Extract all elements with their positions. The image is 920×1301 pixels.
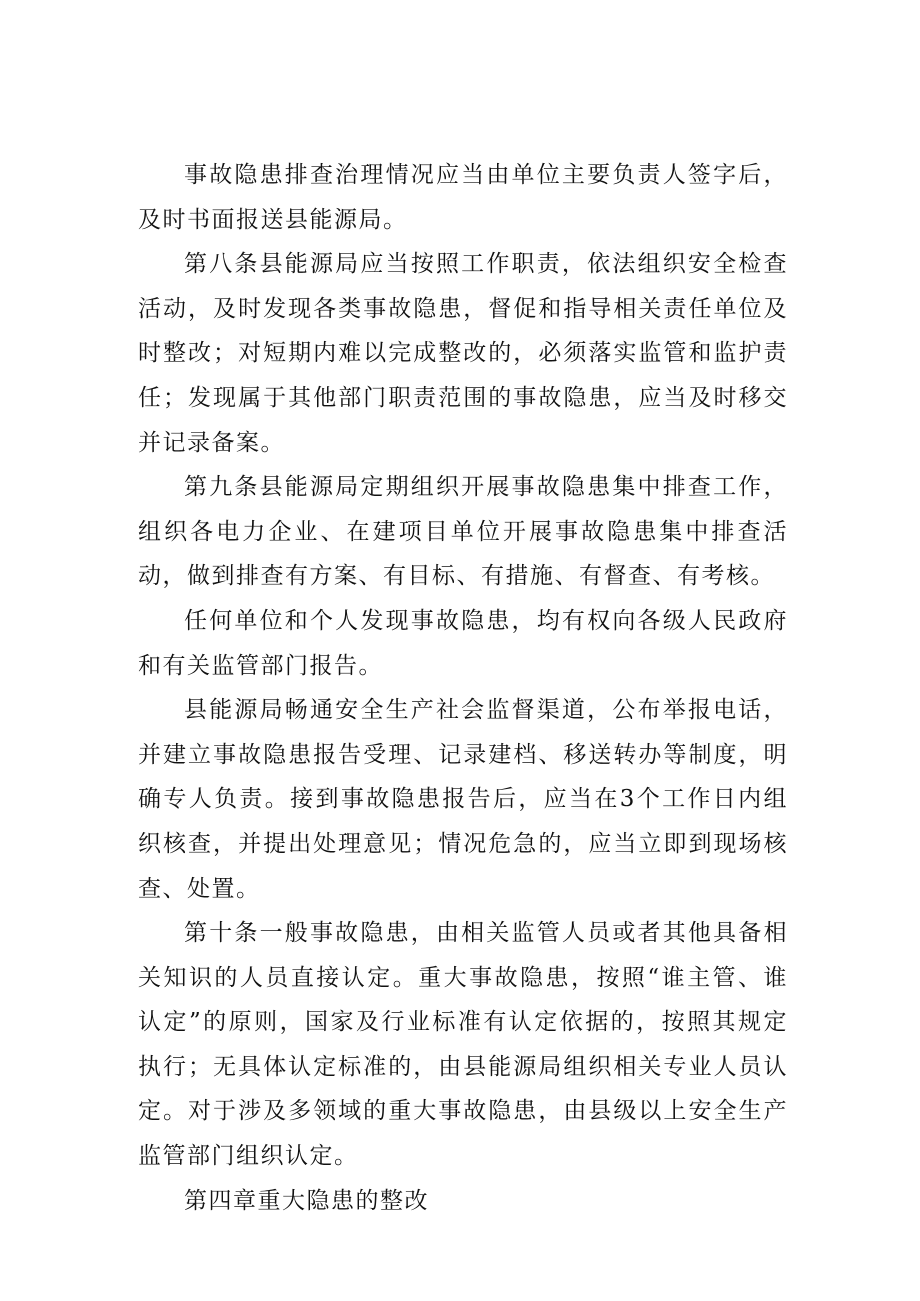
paragraph-article-10: 第十条一般事故隐患，由相关监管人员或者其他具备相关知识的人员直接认定。重大事故隐患，按照“谁主管、谁认定”的原则，国家及行业标准有认定依据的，按照其规定执行；无具体认定标准的，由县能源局组织相关专业人员认定。对于涉及多领域的重大事故隐患，由县级以上安全生产监管部门组织认定。 (138, 920, 788, 1170)
paragraph-article-8: 第八条县能源局应当按照工作职责，依法组织安全检查活动，及时发现各类事故隐患，督促和指导相关责任单位及时整改；对短期内难以完成整改的，必须落实监管和监护责任；发现属于其他部门职责范围的事故隐患，应当及时移交并记录备案。 (138, 251, 788, 456)
paragraph-hazard-report: 事故隐患排查治理情况应当由单位主要负责人签字后，及时书面报送县能源局。 (138, 162, 788, 233)
paragraph-article-9: 第九条县能源局定期组织开展事故隐患集中排查工作，组织各电力企业、在建项目单位开展事故隐患集中排查活动，做到排查有方案、有目标、有措施、有督查、有考核。 (138, 474, 788, 590)
paragraph-supervision-channel: 县能源局畅通安全生产社会监督渠道，公布举报电话，并建立事故隐患报告受理、记录建档、移送转办等制度，明确专人负责。接到事故隐患报告后，应当在3个工作日内组织核查，并提出处理意见；情况危急的，应当立即到现场核查、处置。 (138, 697, 788, 902)
paragraph-public-report: 任何单位和个人发现事故隐患，均有权向各级人民政府和有关监管部门报告。 (138, 607, 788, 679)
chapter-heading: 第四章重大隐患的整改 (184, 1187, 429, 1214)
document-body (138, 153, 788, 1223)
